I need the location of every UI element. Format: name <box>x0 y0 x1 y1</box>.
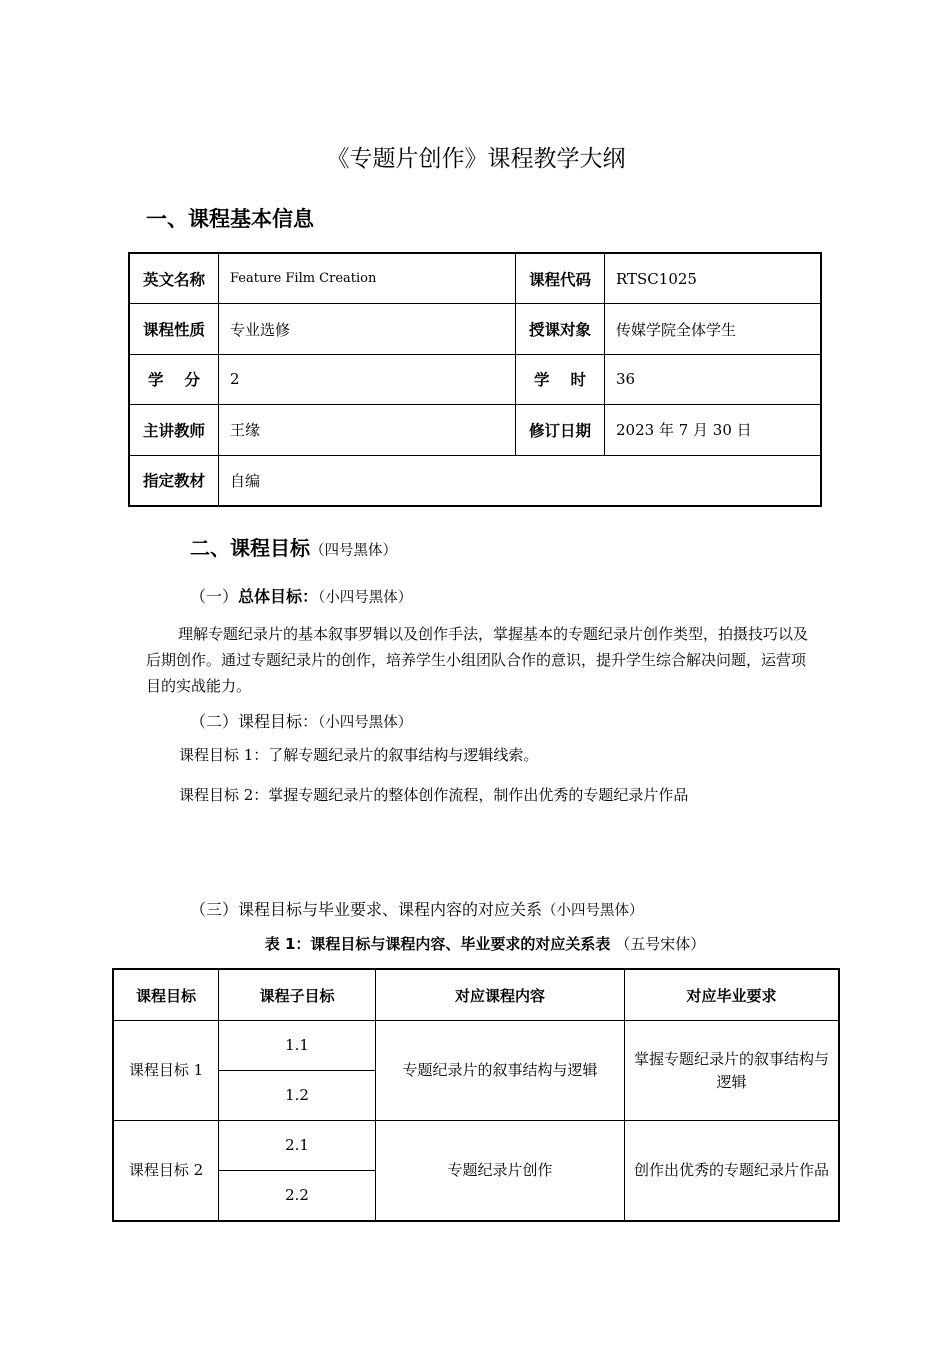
table-header-row <box>113 969 839 1021</box>
hours-value: 36 <box>605 354 822 404</box>
table-row <box>113 1121 839 1171</box>
hours-label: 学 时 <box>516 354 605 404</box>
requirement-cell: 创作出优秀的专题纪录片作品 <box>625 1121 840 1222</box>
nature-value: 专业选修 <box>219 304 516 354</box>
goal-cell: 课程目标 1 <box>113 1021 219 1121</box>
table-row <box>129 354 821 404</box>
audience-value: 传媒学院全体学生 <box>605 304 822 354</box>
table-row <box>129 455 821 506</box>
section2-heading-line <box>190 532 397 561</box>
goal-cell: 课程目标 2 <box>113 1121 219 1222</box>
table-caption-note: （五号宋体） <box>615 935 706 953</box>
subheading-overall-note: （小四号黑体） <box>318 590 413 606</box>
header-content: 对应课程内容 <box>376 969 625 1021</box>
content-cell: 专题纪录片创作 <box>376 1121 625 1222</box>
subheading-overall-prefix: （一） <box>190 587 239 606</box>
code-value: RTSC1025 <box>605 253 822 304</box>
goal-mapping-table <box>112 968 840 1222</box>
en-name-label: 英文名称 <box>129 253 219 304</box>
teacher-label: 主讲教师 <box>129 405 219 455</box>
requirement-cell: 掌握专题纪录片的叙事结构与逻辑 <box>625 1021 840 1121</box>
section1-heading: 一、课程基本信息 <box>146 207 314 231</box>
audience-label: 授课对象 <box>516 304 605 354</box>
content-cell: 专题纪录片的叙事结构与逻辑 <box>376 1021 625 1121</box>
teacher-value: 王缘 <box>219 405 516 455</box>
subheading-mapping-label: （三）课程目标与毕业要求、课程内容的对应关系 <box>190 900 543 919</box>
header-goal: 课程目标 <box>113 969 219 1021</box>
subgoal-cell: 1.1 <box>219 1021 376 1071</box>
document-title: 《专题片创作》课程教学大纲 <box>326 146 626 172</box>
table-caption <box>0 933 952 954</box>
subgoal-cell: 2.1 <box>219 1121 376 1171</box>
course-goal-1: 课程目标 1：了解专题纪录片的叙事结构与逻辑线索。 <box>179 746 539 764</box>
table-caption-text: 表 1：课程目标与课程内容、毕业要求的对应关系表 <box>264 935 611 953</box>
subheading-goals-note: （小四号黑体） <box>318 715 413 731</box>
subheading-mapping <box>190 897 644 920</box>
subgoal-cell: 2.2 <box>219 1171 376 1222</box>
textbook-value: 自编 <box>219 455 822 506</box>
nature-label: 课程性质 <box>129 304 219 354</box>
table-row <box>113 1021 839 1071</box>
overall-goal-paragraph: 理解专题纪录片的基本叙事罗辑以及创作手法，掌握基本的专题纪录片创作类型，拍摄技巧以及后期创作。通过专题纪录片的创作，培养学生小组团队合作的意识，提升学生综合解决问题，运营项目的实战能力。 <box>146 625 809 695</box>
table-row <box>129 405 821 455</box>
subheading-goals-label: （二）课程目标： <box>190 712 319 731</box>
textbook-label: 指定教材 <box>129 455 219 506</box>
subgoal-cell: 1.2 <box>219 1071 376 1121</box>
table-row <box>129 304 821 354</box>
revised-label: 修订日期 <box>516 405 605 455</box>
en-name-value: Feature Film Creation <box>219 253 516 304</box>
table-row <box>129 253 821 304</box>
subheading-overall-label: 总体目标： <box>238 587 319 606</box>
revised-value: 2023 年 7 月 30 日 <box>605 405 822 455</box>
course-goal-2: 课程目标 2：掌握专题纪录片的整体创作流程，制作出优秀的专题纪录片作品 <box>179 786 689 804</box>
credit-label: 学 分 <box>129 354 219 404</box>
header-requirement: 对应毕业要求 <box>625 969 840 1021</box>
credit-value: 2 <box>219 354 516 404</box>
header-subgoal: 课程子目标 <box>219 969 376 1021</box>
section2-heading: 二、课程目标 <box>190 536 310 560</box>
subheading-overall <box>190 584 412 607</box>
code-label: 课程代码 <box>516 253 605 304</box>
course-info-table <box>128 252 822 507</box>
subheading-goals <box>190 709 412 732</box>
subheading-mapping-note: （小四号黑体） <box>542 903 644 919</box>
section2-heading-note: （四号黑体） <box>310 543 397 559</box>
